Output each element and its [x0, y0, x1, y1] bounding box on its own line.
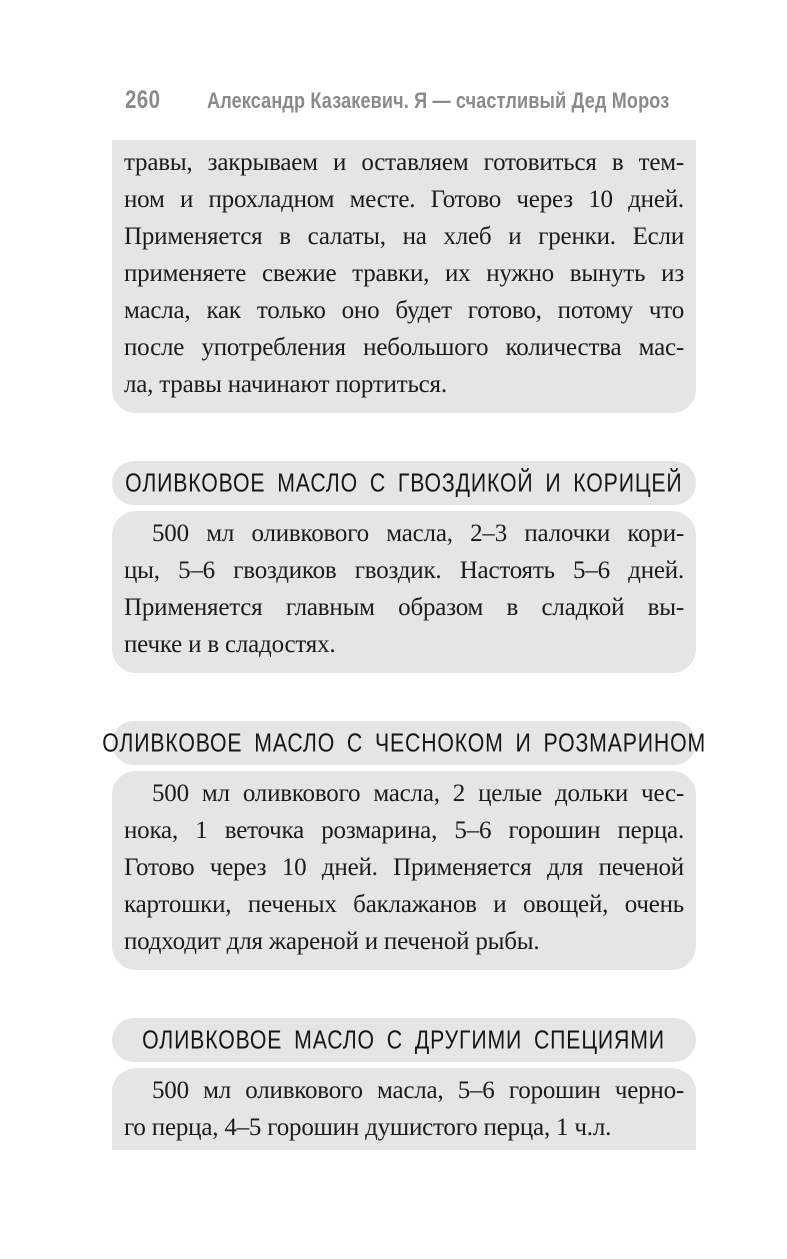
text-line: го перца, 4–5 горошин душистого перца, 1 ч.л. — [124, 1114, 612, 1141]
text-line: 500 мл оливкового масла, 2 целые дольки чес- — [152, 780, 684, 807]
text-line: цы, 5–6 гвоздиков гвоздик. Настоять 5–6 дней. — [124, 557, 684, 584]
page-number-text: 260 — [125, 86, 161, 114]
text-line: Готово через 10 дней. Применяется для печеной — [124, 854, 684, 881]
recipe-heading — [102, 721, 706, 765]
paragraph-block — [112, 511, 696, 673]
paragraph-lines — [124, 144, 684, 403]
text-line: подходит для жареной и печеной рыбы. — [124, 928, 540, 955]
recipe-section-cloves-cinnamon — [112, 461, 696, 673]
text-line: печке и в сладостях. — [124, 631, 336, 658]
recipe-section-other-spices — [112, 1018, 696, 1150]
recipe-section-garlic-rosemary — [102, 721, 706, 970]
text-line: Применяется главным образом в сладкой вы- — [124, 594, 684, 621]
paragraph-lines — [124, 515, 684, 663]
text-line: применяете свежие травки, их нужно вынуть из — [124, 260, 684, 287]
text-line: 500 мл оливкового масла, 2–3 палочки кори- — [152, 520, 684, 547]
paragraph-block-continued — [112, 140, 696, 413]
running-head-title-text: Александр Казакевич. Я — счастливый Дед Мороз — [207, 88, 670, 113]
text-line: ном и прохладном месте. Готово через 10 дней. — [124, 186, 684, 213]
page-number — [125, 86, 207, 115]
text-line: 500 мл оливкового масла, 5–6 горошин черно- — [152, 1077, 684, 1104]
running-head-title — [207, 88, 771, 114]
paragraph-lines — [124, 1072, 684, 1146]
page-header — [125, 86, 697, 115]
text-line: Применяется в салаты, на хлеб и гренки. Если — [124, 223, 684, 250]
paragraph-lines — [124, 775, 684, 960]
paragraph-block-clipped — [112, 1068, 696, 1150]
page-content — [102, 140, 706, 1150]
text-line: масла, как только оно будет готово, потому что — [124, 297, 684, 324]
recipe-heading-text: ОЛИВКОВОЕ МАСЛО С ДРУГИМИ СПЕЦИЯМИ — [142, 1024, 666, 1055]
recipe-heading-text: ОЛИВКОВОЕ МАСЛО С ЧЕСНОКОМ И РОЗМАРИНОМ — [102, 727, 706, 758]
text-line: ла, травы начинают портиться. — [124, 371, 447, 398]
text-line: нока, 1 веточка розмарина, 5–6 горошин перца. — [124, 817, 684, 844]
text-line: после употребления небольшого количества мас- — [124, 334, 684, 361]
recipe-heading-text: ОЛИВКОВОЕ МАСЛО С ГВОЗДИКОЙ И КОРИЦЕЙ — [125, 467, 683, 498]
text-line: картошки, печеных баклажанов и овощей, очень — [124, 891, 684, 918]
recipe-heading — [112, 1018, 696, 1062]
text-line: травы, закрываем и оставляем готовиться в тем- — [124, 149, 684, 176]
recipe-heading — [112, 461, 696, 505]
paragraph-block — [112, 771, 696, 970]
